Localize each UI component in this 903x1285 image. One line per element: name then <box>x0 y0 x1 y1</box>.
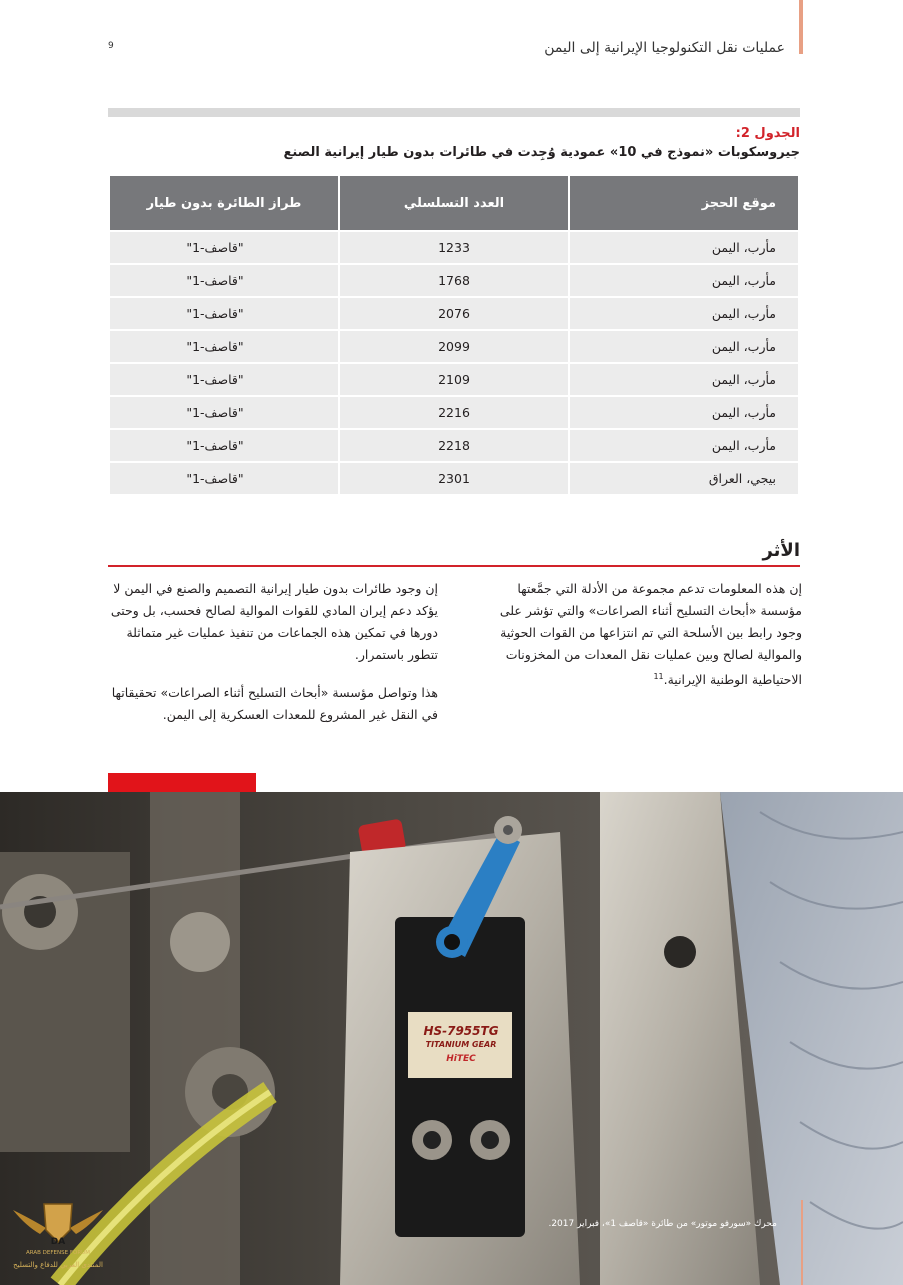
table-row <box>110 364 798 395</box>
caption-accent-line <box>801 1200 803 1285</box>
cell-model: "قاصف-1" <box>110 298 338 329</box>
paragraph <box>492 578 802 691</box>
servo-motor-photo <box>0 792 903 1285</box>
servo-gear-text: TITANIUM GEAR <box>425 1040 497 1049</box>
paragraph: هذا وتواصل مؤسسة «أبحاث التسليح أثناء الصراعات» تحقيقاتها في النقل غير المشروع للمعدات العسكرية إلى اليمن. <box>111 685 438 722</box>
cell-serial: 2076 <box>340 298 568 329</box>
table-caption: جيروسكوبات «نموذج في 10» عمودية وُجِدت في طائرات بدون طيار إيرانية الصنع <box>283 145 800 160</box>
col-header-location: موقع الحجز <box>570 176 798 230</box>
cell-location: مأرب، اليمن <box>570 364 798 395</box>
servo-model-text: HS-7955TG <box>423 1024 499 1038</box>
table-row <box>110 430 798 461</box>
photo-caption: محرك «سورفو موتور» من طائرة «قاصف 1»، فبراير 2017. <box>548 1219 777 1229</box>
text-column-right <box>492 578 802 707</box>
cell-serial: 1768 <box>340 265 568 296</box>
table-label: الجدول 2: <box>735 126 800 141</box>
top-divider-bar <box>108 108 800 117</box>
logo-text-ar: المنتدى العربي للدفاع والتسليح <box>13 1261 103 1269</box>
section-title: الأثر <box>762 540 800 561</box>
cell-location: مأرب، اليمن <box>570 298 798 329</box>
table-header-row <box>110 176 798 230</box>
cell-model: "قاصف-1" <box>110 364 338 395</box>
cell-model: "قاصف-1" <box>110 232 338 263</box>
cell-model: "قاصف-1" <box>110 430 338 461</box>
table-row <box>110 265 798 296</box>
cell-model: "قاصف-1" <box>110 463 338 494</box>
cell-location: بيجي، العراق <box>570 463 798 494</box>
cell-location: مأرب، اليمن <box>570 232 798 263</box>
cell-serial: 2218 <box>340 430 568 461</box>
servo-label <box>412 1024 510 1066</box>
cell-serial: 2099 <box>340 331 568 362</box>
footnote-ref[interactable]: 11 <box>653 672 664 681</box>
table-row <box>110 397 798 428</box>
running-header-title: عمليات نقل التكنولوجيا الإيرانية إلى اليمن <box>544 40 785 56</box>
cell-serial: 1233 <box>340 232 568 263</box>
cell-model: "قاصف-1" <box>110 265 338 296</box>
page-number: 9 <box>108 41 114 51</box>
servo-brand-text: HiTEC <box>446 1054 476 1064</box>
col-header-serial: العدد التسلسلي <box>340 176 568 230</box>
cell-serial: 2109 <box>340 364 568 395</box>
section-rule <box>108 565 800 567</box>
text-column-left <box>108 578 438 742</box>
cell-model: "قاصف-1" <box>110 397 338 428</box>
table-row <box>110 331 798 362</box>
forum-watermark-logo <box>8 1200 108 1282</box>
cell-location: مأرب، اليمن <box>570 331 798 362</box>
col-header-model: طراز الطائرة بدون طيار <box>110 176 338 230</box>
cell-model: "قاصف-1" <box>110 331 338 362</box>
table-row <box>110 232 798 263</box>
paragraph: إن وجود طائرات بدون طيار إيرانية التصميم والصنع في اليمن لا يؤكد دعم إيران المادي للقوات الموالية لصالح فحسب، بل وحتى دورها في تمكين هذه الجماعات من تنفيذ عمليات غير متماثلة تتطور باستمرار. <box>110 581 438 662</box>
cell-location: مأرب، اليمن <box>570 430 798 461</box>
gyroscope-table <box>108 174 800 496</box>
logo-mark: DA <box>50 1237 66 1247</box>
cell-location: مأرب، اليمن <box>570 397 798 428</box>
paragraph-text: إن هذه المعلومات تدعم مجموعة من الأدلة التي جمَّعتها مؤسسة «أبحاث التسليح أثناء الصراعات» والتي تؤشر على وجود رابط بين الأسلحة التي تم انتزاعها من القوات الحوثية والموالية لصالح وبين عمليات نقل المعدات من المخزونات الاحتياطية الوطنية الإيرانية. <box>499 581 802 688</box>
red-accent-block <box>108 773 256 793</box>
cell-location: مأرب، اليمن <box>570 265 798 296</box>
logo-text-en: ARAB DEFENSE FORUM <box>26 1250 90 1256</box>
header-accent-line <box>799 0 803 54</box>
table-row <box>110 463 798 494</box>
table-row <box>110 298 798 329</box>
cell-serial: 2216 <box>340 397 568 428</box>
cell-serial: 2301 <box>340 463 568 494</box>
